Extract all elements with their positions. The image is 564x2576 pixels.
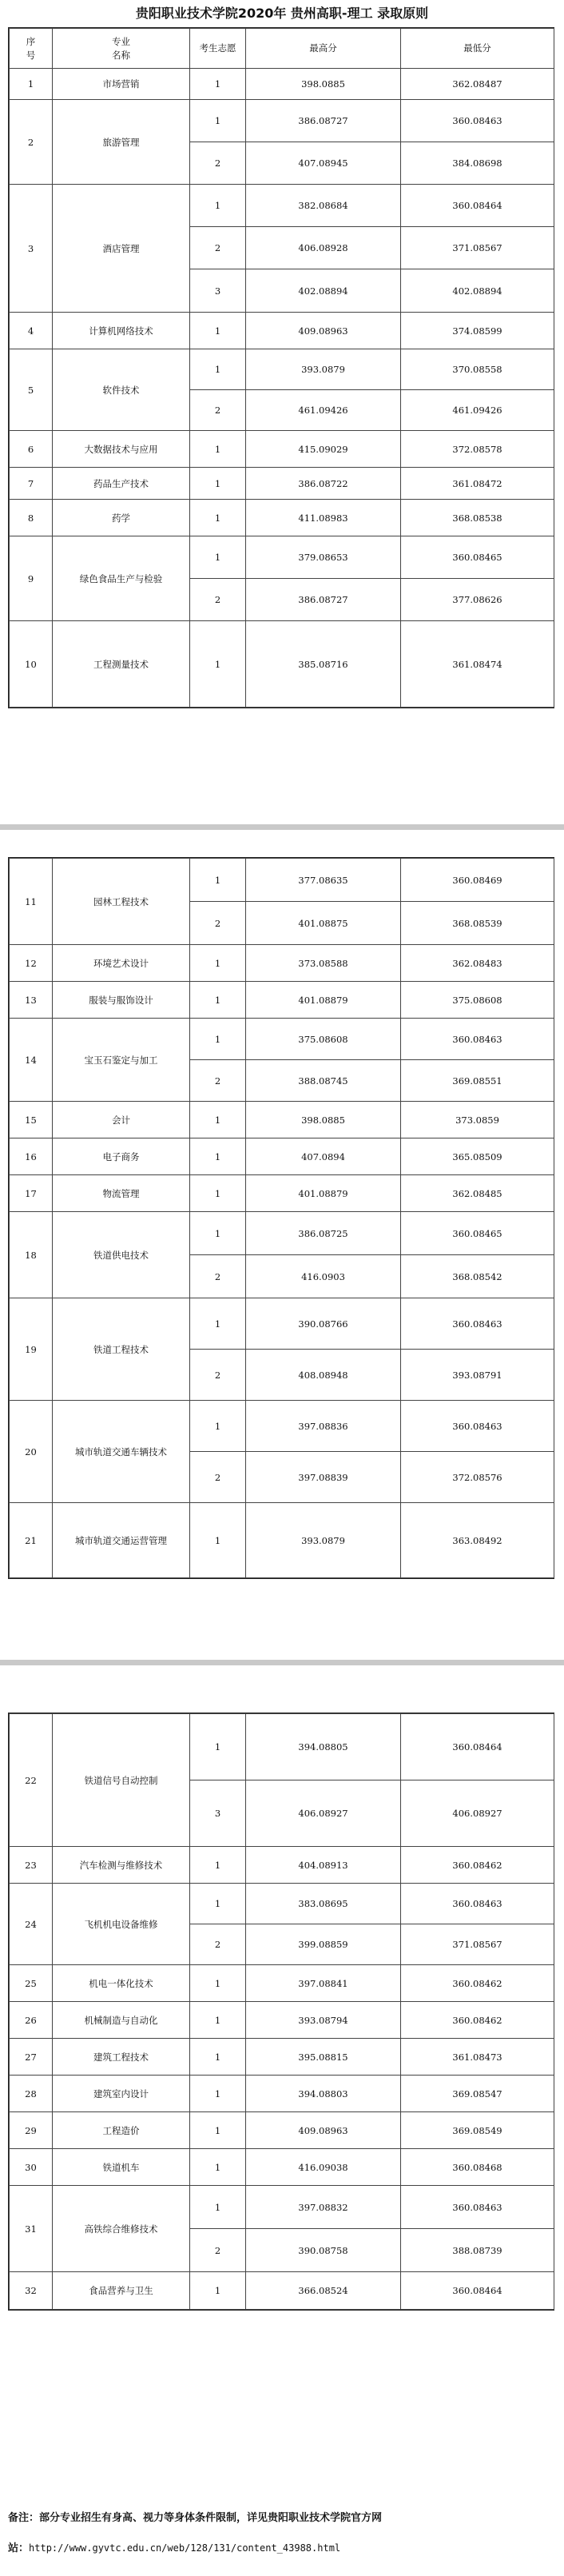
table-row — [10, 2112, 554, 2149]
seq-cell: 18 — [10, 1212, 53, 1298]
seq-cell: 8 — [10, 500, 53, 536]
max-score-cell: 402.08894 — [246, 269, 401, 313]
min-score-cell: 369.08551 — [401, 1060, 554, 1102]
choice-cell: 1 — [190, 1102, 246, 1138]
seq-cell: 30 — [10, 2149, 53, 2186]
table-row — [10, 2149, 554, 2186]
table-row — [10, 500, 554, 536]
choice-cell: 1 — [190, 1714, 246, 1780]
choice-cell: 1 — [190, 1212, 246, 1255]
max-score-cell: 377.08635 — [246, 859, 401, 902]
max-score-cell: 398.0885 — [246, 69, 401, 100]
max-score-cell: 395.08815 — [246, 2039, 401, 2076]
major-name-cell: 会计 — [53, 1102, 190, 1138]
choice-cell: 1 — [190, 2149, 246, 2186]
table-row — [10, 313, 554, 349]
scores-table — [9, 1713, 554, 2310]
choice-cell: 1 — [190, 536, 246, 579]
choice-cell: 3 — [190, 1780, 246, 1847]
major-name-cell: 旅游管理 — [53, 100, 190, 185]
max-score-cell: 416.0903 — [246, 1255, 401, 1298]
seq-cell: 15 — [10, 1102, 53, 1138]
min-score-cell: 393.08791 — [401, 1350, 554, 1401]
major-name-cell: 飞机机电设备维修 — [53, 1884, 190, 1965]
seq-cell: 16 — [10, 1138, 53, 1175]
table-row — [10, 349, 554, 390]
seq-cell: 20 — [10, 1401, 53, 1503]
choice-cell: 1 — [190, 1503, 246, 1578]
seq-cell: 29 — [10, 2112, 53, 2149]
max-score-cell: 383.08695 — [246, 1884, 401, 1924]
seq-cell: 31 — [10, 2186, 53, 2272]
choice-cell: 1 — [190, 1019, 246, 1060]
max-score-cell: 388.08745 — [246, 1060, 401, 1102]
major-name-cell: 机械制造与自动化 — [53, 2002, 190, 2039]
header-major — [53, 29, 190, 69]
choice-cell: 2 — [190, 142, 246, 185]
max-score-cell: 409.08963 — [246, 313, 401, 349]
choice-cell: 1 — [190, 69, 246, 100]
major-name-cell: 药品生产技术 — [53, 468, 190, 500]
major-name-cell: 铁道信号自动控制 — [53, 1714, 190, 1847]
min-score-cell: 371.08567 — [401, 1924, 554, 1965]
max-score-cell: 385.08716 — [246, 621, 401, 708]
footnote-line-1 — [8, 2509, 559, 2524]
max-score-cell: 398.0885 — [246, 1102, 401, 1138]
seq-cell: 5 — [10, 349, 53, 431]
choice-cell: 1 — [190, 2186, 246, 2229]
min-score-cell: 360.08463 — [401, 1298, 554, 1350]
seq-cell: 10 — [10, 621, 53, 708]
min-score-cell: 388.08739 — [401, 2229, 554, 2272]
min-score-cell: 374.08599 — [401, 313, 554, 349]
min-score-cell: 360.08465 — [401, 1212, 554, 1255]
major-name-cell: 建筑室内设计 — [53, 2076, 190, 2112]
header-seq-text: 序 — [26, 35, 36, 47]
min-score-cell: 361.08473 — [401, 2039, 554, 2076]
major-name-cell: 宝玉石鉴定与加工 — [53, 1019, 190, 1102]
major-name-cell: 计算机网络技术 — [53, 313, 190, 349]
seq-cell: 2 — [10, 100, 53, 185]
min-score-cell: 362.08487 — [401, 69, 554, 100]
table-row — [10, 621, 554, 708]
seq-cell: 21 — [10, 1503, 53, 1578]
seq-cell: 9 — [10, 536, 53, 621]
seq-cell: 7 — [10, 468, 53, 500]
major-name-cell: 建筑工程技术 — [53, 2039, 190, 2076]
major-name-cell: 园林工程技术 — [53, 859, 190, 945]
seq-cell: 14 — [10, 1019, 53, 1102]
table-row — [10, 1102, 554, 1138]
seq-cell: 25 — [10, 1965, 53, 2002]
choice-cell: 1 — [190, 2076, 246, 2112]
min-score-cell: 360.08463 — [401, 1019, 554, 1060]
max-score-cell: 393.0879 — [246, 349, 401, 390]
table-row — [10, 1503, 554, 1578]
max-score-cell: 415.09029 — [246, 431, 401, 468]
min-score-cell: 372.08576 — [401, 1452, 554, 1503]
max-score-cell: 401.08879 — [246, 1175, 401, 1212]
choice-cell: 1 — [190, 1401, 246, 1452]
major-name-cell: 市场营销 — [53, 69, 190, 100]
seq-cell: 28 — [10, 2076, 53, 2112]
table-row — [10, 536, 554, 579]
max-score-cell: 394.08803 — [246, 2076, 401, 2112]
header-major-line1: 专业 — [112, 35, 130, 47]
max-score-cell: 399.08859 — [246, 1924, 401, 1965]
choice-cell: 2 — [190, 227, 246, 269]
max-score-cell: 390.08758 — [246, 2229, 401, 2272]
choice-cell: 1 — [190, 185, 246, 227]
min-score-cell: 368.08539 — [401, 902, 554, 945]
max-score-cell: 379.08653 — [246, 536, 401, 579]
min-score-cell: 384.08698 — [401, 142, 554, 185]
major-name-cell: 服装与服饰设计 — [53, 982, 190, 1019]
table-row — [10, 1714, 554, 1780]
choice-cell: 2 — [190, 902, 246, 945]
max-score-cell: 386.08722 — [246, 468, 401, 500]
seq-cell: 27 — [10, 2039, 53, 2076]
table-row — [10, 1212, 554, 1255]
max-score-cell: 401.08879 — [246, 982, 401, 1019]
major-name-cell: 城市轨道交通运营管理 — [53, 1503, 190, 1578]
header-seq — [10, 29, 53, 69]
major-name-cell: 机电一体化技术 — [53, 1965, 190, 2002]
min-score-cell: 368.08542 — [401, 1255, 554, 1298]
major-name-cell: 铁道供电技术 — [53, 1212, 190, 1298]
min-score-cell: 369.08547 — [401, 2076, 554, 2112]
max-score-cell: 375.08608 — [246, 1019, 401, 1060]
min-score-cell: 461.09426 — [401, 390, 554, 431]
choice-cell: 1 — [190, 431, 246, 468]
min-score-cell: 365.08509 — [401, 1138, 554, 1175]
seq-cell: 19 — [10, 1298, 53, 1401]
major-name-cell: 药学 — [53, 500, 190, 536]
seq-cell: 23 — [10, 1847, 53, 1884]
seq-cell: 6 — [10, 431, 53, 468]
choice-cell: 1 — [190, 100, 246, 142]
footnote-line-2 — [8, 2539, 559, 2554]
choice-cell: 1 — [190, 1138, 246, 1175]
table-row — [10, 859, 554, 902]
max-score-cell: 394.08805 — [246, 1714, 401, 1780]
table-row — [10, 1298, 554, 1350]
max-score-cell: 411.08983 — [246, 500, 401, 536]
header-choice: 考生志愿 — [190, 29, 246, 69]
min-score-cell: 362.08485 — [401, 1175, 554, 1212]
choice-cell: 2 — [190, 1350, 246, 1401]
min-score-cell: 377.08626 — [401, 579, 554, 621]
min-score-cell: 360.08462 — [401, 1965, 554, 2002]
min-score-cell: 360.08464 — [401, 2272, 554, 2310]
official-site-link[interactable]: http://www.gyvtc.edu.cn/web/128/131/content_43988.html — [29, 2542, 341, 2554]
min-score-cell: 369.08549 — [401, 2112, 554, 2149]
min-score-cell: 370.08558 — [401, 349, 554, 390]
min-score-cell: 360.08462 — [401, 2002, 554, 2039]
choice-cell: 1 — [190, 945, 246, 982]
min-score-cell: 363.08492 — [401, 1503, 554, 1578]
seq-cell: 1 — [10, 69, 53, 100]
min-score-cell: 406.08927 — [401, 1780, 554, 1847]
choice-cell: 2 — [190, 1452, 246, 1503]
choice-cell: 1 — [190, 982, 246, 1019]
table-row — [10, 431, 554, 468]
seq-cell: 13 — [10, 982, 53, 1019]
choice-cell: 1 — [190, 1175, 246, 1212]
page-separator — [0, 824, 564, 830]
max-score-cell: 393.08794 — [246, 2002, 401, 2039]
choice-cell: 1 — [190, 2112, 246, 2149]
max-score-cell: 407.0894 — [246, 1138, 401, 1175]
max-score-cell: 386.08727 — [246, 579, 401, 621]
major-name-cell: 汽车检测与维修技术 — [53, 1847, 190, 1884]
seq-cell: 4 — [10, 313, 53, 349]
table-row — [10, 1175, 554, 1212]
table-row — [10, 1019, 554, 1060]
choice-cell: 2 — [190, 2229, 246, 2272]
max-score-cell: 397.08832 — [246, 2186, 401, 2229]
max-score-cell: 404.08913 — [246, 1847, 401, 1884]
choice-cell: 2 — [190, 1060, 246, 1102]
choice-cell: 1 — [190, 500, 246, 536]
choice-cell: 1 — [190, 349, 246, 390]
max-score-cell: 386.08725 — [246, 1212, 401, 1255]
min-score-cell: 360.08463 — [401, 2186, 554, 2229]
table-row — [10, 1401, 554, 1452]
max-score-cell: 373.08588 — [246, 945, 401, 982]
min-score-cell: 360.08462 — [401, 1847, 554, 1884]
major-name-cell: 食品营养与卫生 — [53, 2272, 190, 2310]
max-score-cell: 406.08927 — [246, 1780, 401, 1847]
min-score-cell: 375.08608 — [401, 982, 554, 1019]
choice-cell: 3 — [190, 269, 246, 313]
major-name-cell: 绿色食品生产与检验 — [53, 536, 190, 621]
footnote-prefix: 站： — [8, 2542, 30, 2554]
max-score-cell: 401.08875 — [246, 902, 401, 945]
header-seq-text: 号 — [26, 49, 36, 61]
admission-table-part-3 — [8, 1713, 554, 2311]
page-separator — [0, 1660, 564, 1665]
table-row — [10, 2039, 554, 2076]
header-row — [10, 29, 554, 69]
header-min-score: 最低分 — [401, 29, 554, 69]
header-major-line2: 名称 — [112, 49, 130, 61]
seq-cell: 3 — [10, 185, 53, 313]
table-row — [10, 2272, 554, 2310]
major-name-cell: 软件技术 — [53, 349, 190, 431]
choice-cell: 1 — [190, 1965, 246, 2002]
min-score-cell: 360.08463 — [401, 1884, 554, 1924]
table-row — [10, 2076, 554, 2112]
footnote-text: 备注：部分专业招生有身高、视力等身体条件限制，详见贵阳职业技术学院官方网 — [8, 2512, 383, 2524]
max-score-cell: 397.08841 — [246, 1965, 401, 2002]
major-name-cell: 环境艺术设计 — [53, 945, 190, 982]
min-score-cell: 371.08567 — [401, 227, 554, 269]
max-score-cell: 393.0879 — [246, 1503, 401, 1578]
choice-cell: 1 — [190, 1298, 246, 1350]
min-score-cell: 361.08474 — [401, 621, 554, 708]
choice-cell: 2 — [190, 579, 246, 621]
max-score-cell: 397.08839 — [246, 1452, 401, 1503]
seq-cell: 32 — [10, 2272, 53, 2310]
choice-cell: 1 — [190, 859, 246, 902]
min-score-cell: 402.08894 — [401, 269, 554, 313]
choice-cell: 1 — [190, 468, 246, 500]
max-score-cell: 409.08963 — [246, 2112, 401, 2149]
admission-table-part-1 — [8, 27, 554, 708]
seq-cell: 11 — [10, 859, 53, 945]
choice-cell: 2 — [190, 390, 246, 431]
page-title: 贵阳职业技术学院2020年 贵州高职-理工 录取原则 — [135, 6, 429, 21]
table-row — [10, 185, 554, 227]
max-score-cell: 416.09038 — [246, 2149, 401, 2186]
scores-table — [9, 858, 554, 1578]
min-score-cell: 362.08483 — [401, 945, 554, 982]
min-score-cell: 360.08463 — [401, 100, 554, 142]
min-score-cell: 360.08469 — [401, 859, 554, 902]
min-score-cell: 360.08464 — [401, 185, 554, 227]
seq-cell: 17 — [10, 1175, 53, 1212]
table-row — [10, 2186, 554, 2229]
major-name-cell: 高铁综合维修技术 — [53, 2186, 190, 2272]
min-score-cell: 360.08465 — [401, 536, 554, 579]
table-row — [10, 468, 554, 500]
choice-cell: 1 — [190, 1847, 246, 1884]
major-name-cell: 工程造价 — [53, 2112, 190, 2149]
choice-cell: 1 — [190, 2272, 246, 2310]
table-row — [10, 69, 554, 100]
header-max-score: 最高分 — [246, 29, 401, 69]
choice-cell: 2 — [190, 1255, 246, 1298]
seq-cell: 26 — [10, 2002, 53, 2039]
min-score-cell: 360.08463 — [401, 1401, 554, 1452]
min-score-cell: 361.08472 — [401, 468, 554, 500]
choice-cell: 1 — [190, 2002, 246, 2039]
table-row — [10, 945, 554, 982]
table-row — [10, 100, 554, 142]
min-score-cell: 360.08468 — [401, 2149, 554, 2186]
major-name-cell: 城市轨道交通车辆技术 — [53, 1401, 190, 1503]
min-score-cell: 373.0859 — [401, 1102, 554, 1138]
table-row — [10, 2002, 554, 2039]
max-score-cell: 461.09426 — [246, 390, 401, 431]
major-name-cell: 铁道机车 — [53, 2149, 190, 2186]
table-row — [10, 1965, 554, 2002]
major-name-cell: 工程测量技术 — [53, 621, 190, 708]
major-name-cell: 铁道工程技术 — [53, 1298, 190, 1401]
table-row — [10, 1847, 554, 1884]
max-score-cell: 397.08836 — [246, 1401, 401, 1452]
max-score-cell: 407.08945 — [246, 142, 401, 185]
major-name-cell: 酒店管理 — [53, 185, 190, 313]
choice-cell: 1 — [190, 1884, 246, 1924]
major-name-cell: 大数据技术与应用 — [53, 431, 190, 468]
max-score-cell: 408.08948 — [246, 1350, 401, 1401]
max-score-cell: 366.08524 — [246, 2272, 401, 2310]
seq-cell: 24 — [10, 1884, 53, 1965]
max-score-cell: 390.08766 — [246, 1298, 401, 1350]
table-row — [10, 1884, 554, 1924]
table-row — [10, 1138, 554, 1175]
max-score-cell: 406.08928 — [246, 227, 401, 269]
choice-cell: 1 — [190, 2039, 246, 2076]
max-score-cell: 386.08727 — [246, 100, 401, 142]
seq-cell: 22 — [10, 1714, 53, 1847]
choice-cell: 1 — [190, 621, 246, 708]
choice-cell: 1 — [190, 313, 246, 349]
seq-cell: 12 — [10, 945, 53, 982]
major-name-cell: 物流管理 — [53, 1175, 190, 1212]
min-score-cell: 372.08578 — [401, 431, 554, 468]
scores-table — [9, 28, 554, 708]
min-score-cell: 368.08538 — [401, 500, 554, 536]
choice-cell: 2 — [190, 1924, 246, 1965]
max-score-cell: 382.08684 — [246, 185, 401, 227]
major-name-cell: 电子商务 — [53, 1138, 190, 1175]
admission-table-part-2 — [8, 857, 554, 1579]
min-score-cell: 360.08464 — [401, 1714, 554, 1780]
table-row — [10, 982, 554, 1019]
